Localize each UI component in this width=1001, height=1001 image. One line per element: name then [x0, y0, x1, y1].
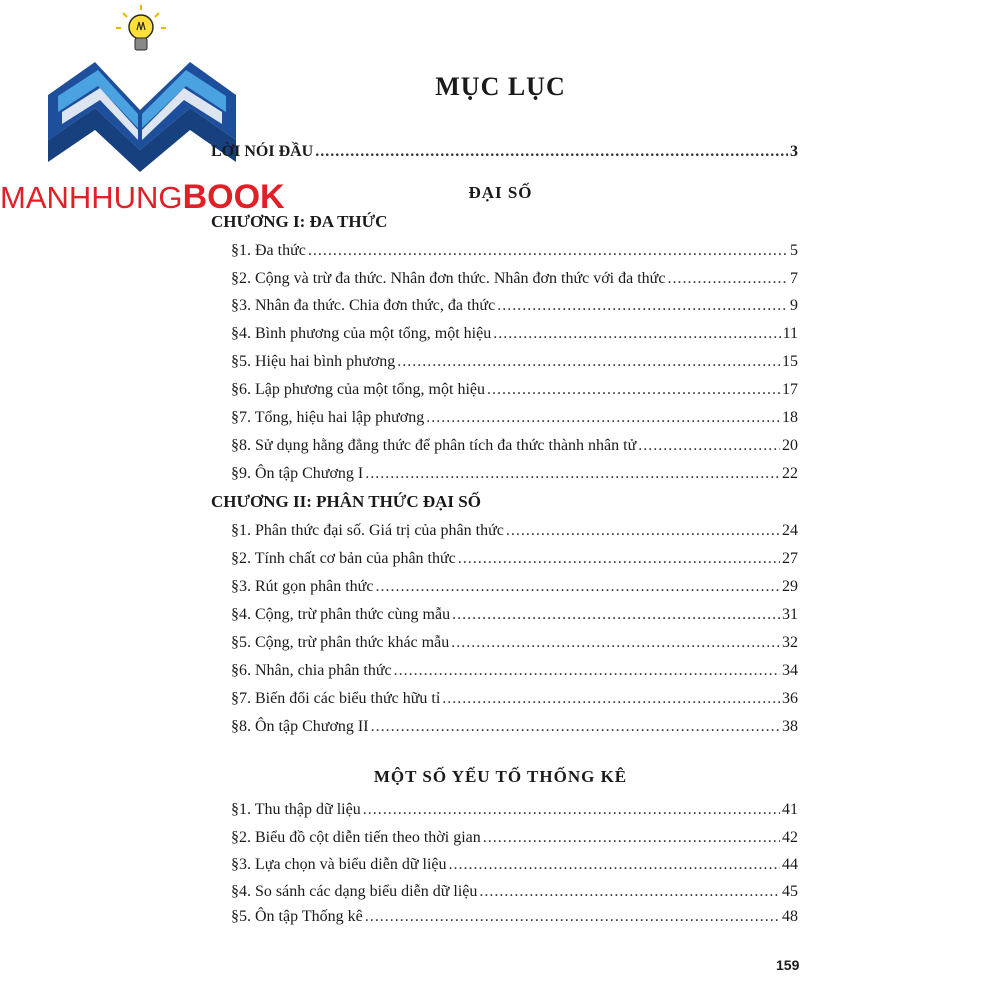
toc-row: [231, 242, 798, 260]
toc-row-foreword: [211, 143, 798, 161]
toc-row: [231, 353, 798, 371]
toc-row: [231, 606, 798, 624]
toc-row: [231, 856, 798, 874]
toc-page: 17: [782, 381, 798, 398]
leader-dots: [493, 325, 780, 343]
toc-label: §4. So sánh các dạng biểu diễn dữ liệu: [231, 883, 478, 900]
leader-dots: [497, 297, 788, 315]
leader-dots: [375, 578, 780, 596]
toc-label: §9. Ôn tập Chương I: [231, 465, 364, 482]
toc-page: 48: [782, 908, 798, 925]
toc-label: §7. Biến đổi các biểu thức hữu tỉ: [231, 690, 441, 707]
toc-label: §4. Cộng, trừ phân thức cùng mẫu: [231, 606, 451, 623]
leader-dots: [451, 634, 780, 652]
toc-page: 11: [782, 325, 798, 342]
leader-dots: [365, 908, 780, 926]
toc-row: [231, 662, 798, 680]
section-heading-algebra: ĐẠI SỐ: [468, 183, 533, 202]
leader-dots: [667, 270, 788, 288]
toc-page: 45: [782, 883, 798, 900]
toc-label: §3. Rút gọn phân thức: [231, 578, 374, 595]
leader-dots: [371, 718, 780, 736]
leader-dots: [487, 381, 780, 399]
page-number: 159: [776, 957, 800, 973]
toc-row: [231, 325, 798, 343]
toc-page: 42: [782, 829, 798, 846]
toc-page: 24: [782, 522, 798, 539]
brand-name-part1: MANHHUNG: [0, 180, 183, 215]
toc-label: §5. Cộng, trừ phân thức khác mẫu: [231, 634, 450, 651]
toc-row: [231, 690, 798, 708]
toc-label: §8. Sử dụng hằng đẳng thức để phân tích đa thức thành nhân tử: [231, 437, 637, 454]
leader-dots: [449, 856, 780, 874]
leader-dots: [479, 883, 780, 901]
toc-page: 27: [782, 550, 798, 567]
lightbulb-icon: [116, 5, 166, 50]
toc-label: §8. Ôn tập Chương II: [231, 718, 369, 735]
toc-page: 31: [782, 606, 798, 623]
toc-label: §7. Tổng, hiệu hai lập phương: [231, 409, 425, 426]
toc-row: [231, 718, 798, 736]
toc-page: 44: [782, 856, 798, 873]
leader-dots: [442, 690, 780, 708]
toc-page: 38: [782, 718, 798, 735]
toc-label: §1. Thu thập dữ liệu: [231, 801, 361, 818]
brand-name-part2: BOOK: [182, 178, 285, 216]
toc-label: §1. Đa thức: [231, 242, 306, 259]
toc-label: §2. Tính chất cơ bản của phân thức: [231, 550, 456, 567]
toc-page: 41: [782, 801, 798, 818]
toc-label: §1. Phân thức đại số. Giá trị của phân thức: [231, 522, 504, 539]
toc-page: 5: [790, 242, 798, 259]
toc-page: 29: [782, 578, 798, 595]
chapter-heading-2: CHƯƠNG II: PHÂN THỨC ĐẠI SỐ: [211, 492, 481, 511]
toc-label: §6. Lập phương của một tổng, một hiệu: [231, 381, 485, 398]
toc-row: [231, 578, 798, 596]
toc-page: 34: [782, 662, 798, 679]
toc-page: 7: [790, 270, 798, 287]
leader-dots: [308, 242, 788, 260]
toc-label: §5. Hiệu hai bình phương: [231, 353, 396, 370]
toc-row: [231, 522, 798, 540]
toc-row: [231, 270, 798, 288]
toc-page: 36: [782, 690, 798, 707]
leader-dots: [315, 143, 788, 161]
toc-row: [231, 829, 798, 847]
toc-page: 9: [790, 297, 798, 314]
toc-page: 18: [782, 409, 798, 426]
leader-dots: [483, 829, 780, 847]
leader-dots: [394, 662, 780, 680]
toc-page: 3: [790, 143, 798, 160]
page-title: MỤC LỤC: [435, 72, 566, 101]
toc-label: §4. Bình phương của một tổng, một hiệu: [231, 325, 492, 342]
toc-row: [231, 381, 798, 399]
toc-row: [231, 297, 798, 315]
chapter-heading-1: CHƯƠNG I: ĐA THỨC: [211, 212, 388, 231]
toc-label: LỜI NÓI ĐẦU: [211, 143, 314, 160]
leader-dots: [506, 522, 780, 540]
leader-dots: [365, 465, 780, 483]
toc-row: [231, 801, 798, 819]
toc-label: §6. Nhân, chia phân thức: [231, 662, 392, 679]
leader-dots: [397, 353, 780, 371]
toc-label: §5. Ôn tập Thống kê: [231, 908, 363, 925]
toc-page: 32: [782, 634, 798, 651]
toc-row: [231, 634, 798, 652]
section-heading-statistics: MỘT SỐ YẾU TỐ THỐNG KÊ: [373, 767, 628, 786]
toc-row: [231, 883, 798, 901]
toc-row: [231, 409, 798, 427]
toc-page: 22: [782, 465, 798, 482]
leader-dots: [458, 550, 780, 568]
leader-dots: [363, 801, 780, 819]
toc-label: §2. Biểu đồ cột diễn tiến theo thời gian: [231, 829, 481, 846]
toc-page: 20: [782, 437, 798, 454]
toc-row: [231, 437, 798, 455]
toc-label: §2. Cộng và trừ đa thức. Nhân đơn thức. Nhân đơn thức với đa thức: [231, 270, 666, 287]
toc-row: [231, 550, 798, 568]
toc-label: §3. Lựa chọn và biểu diễn dữ liệu: [231, 856, 447, 873]
leader-dots: [426, 409, 780, 427]
toc-label: §3. Nhân đa thức. Chia đơn thức, đa thức: [231, 297, 496, 314]
toc-page: 15: [782, 353, 798, 370]
leader-dots: [452, 606, 780, 624]
toc-row: [231, 465, 798, 483]
toc-row: [231, 908, 798, 926]
leader-dots: [638, 437, 780, 455]
